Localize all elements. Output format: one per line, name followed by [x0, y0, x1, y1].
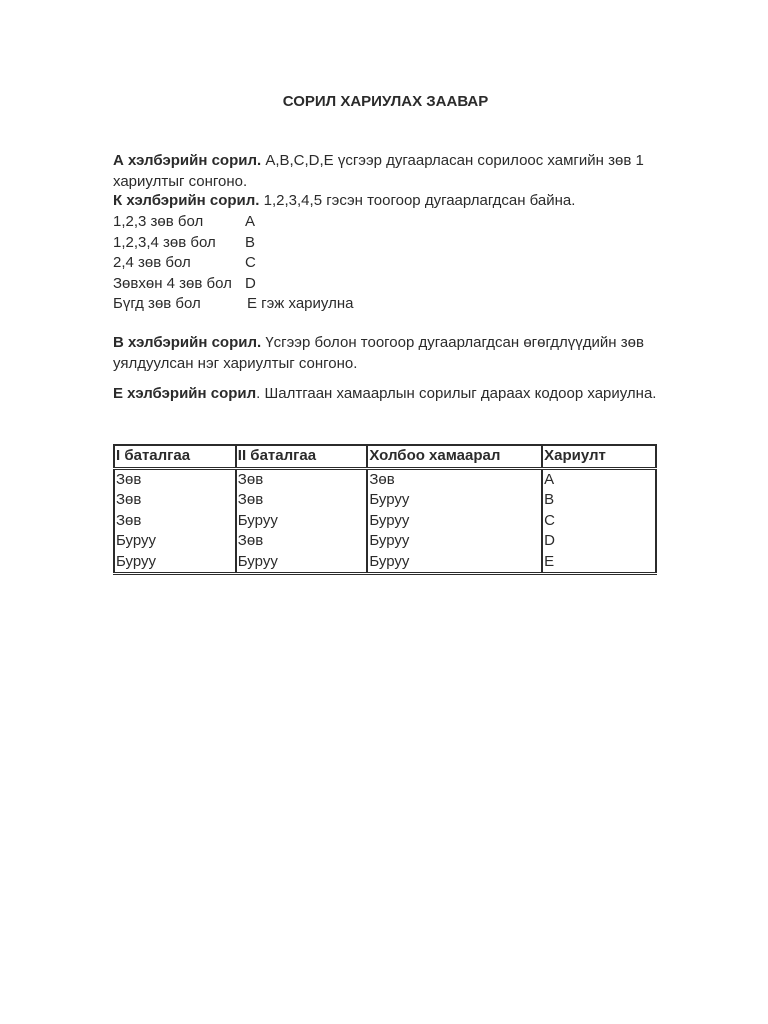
- table-cell: Зөв: [236, 468, 368, 490]
- table-cell: D: [542, 531, 656, 552]
- k-option-condition: 2,4 зөв бол: [113, 254, 191, 271]
- section-b-paragraph: [113, 333, 658, 374]
- table-row: [114, 468, 656, 490]
- k-options-list: [113, 212, 658, 315]
- table-row: [114, 531, 656, 552]
- table-row: [114, 552, 656, 574]
- table-cell: Е: [542, 552, 656, 574]
- section-a-text: А,В,С,D,Е үсгээр дугаарласан сорилоос хамгийн зөв 1 хариултыг сонгоно.: [113, 152, 644, 190]
- section-k-text: 1,2,3,4,5 гэсэн тоогоор дугаарлагдсан байна.: [259, 192, 576, 209]
- k-option-condition: Бүгд зөв бол: [113, 295, 201, 312]
- table-header-cell: Хариулт: [542, 445, 656, 468]
- section-b-label: В хэлбэрийн сорил.: [113, 334, 262, 351]
- table-header-cell: II баталгаа: [236, 445, 368, 468]
- table-cell: Зөв: [236, 490, 368, 511]
- table-cell: А: [542, 468, 656, 490]
- k-option-row: [113, 274, 658, 295]
- k-option-letter: D: [245, 274, 256, 292]
- k-option-row: [113, 233, 658, 254]
- k-option-condition: 1,2,3 зөв бол: [113, 213, 204, 230]
- answer-code-table: [113, 444, 657, 575]
- table-cell: Зөв: [236, 531, 368, 552]
- table-cell: Зөв: [116, 511, 142, 529]
- table-row: [114, 490, 656, 511]
- table-cell: Зөв: [367, 468, 542, 490]
- table-row: [114, 511, 656, 532]
- k-option-letter: А: [245, 213, 256, 230]
- k-option-condition: 1,2,3,4 зөв бол: [113, 233, 216, 251]
- k-option-row: [113, 253, 658, 274]
- section-a-label: А хэлбэрийн сорил.: [113, 152, 262, 169]
- table-cell: Буруу: [114, 552, 236, 574]
- table-cell: Буруу: [236, 552, 368, 574]
- section-k-paragraph: [113, 191, 658, 212]
- section-e-text: . Шалтгаан хамаарлын сорилыг дараах кодоор хариулна.: [256, 385, 657, 402]
- table-cell: Буруу: [367, 552, 542, 574]
- table-header-cell: Холбоо хамаарал: [367, 445, 542, 468]
- table-cell: Буруу: [236, 511, 368, 532]
- table-cell: Буруу: [367, 490, 542, 511]
- section-e-paragraph: [113, 384, 658, 405]
- k-option-row: [113, 294, 658, 315]
- table-cell: Буруу: [367, 531, 542, 552]
- table-cell: Буруу: [116, 532, 157, 550]
- k-option-condition: Зөвхөн 4 зөв бол: [113, 274, 232, 292]
- section-k-label: К хэлбэрийн сорил.: [113, 192, 260, 209]
- table-cell: Буруу: [367, 511, 542, 532]
- k-option-row: [113, 212, 658, 233]
- k-option-letter: С: [245, 254, 256, 271]
- table-cell: Зөв: [116, 470, 142, 488]
- section-b-text: Үсгээр болон тоогоор дугаарлагдсан өгөгдлүүдийн зөв уялдуулсан нэг хариултыг сонгоно.: [113, 334, 644, 372]
- table-header-cell: I баталгаа: [114, 445, 236, 468]
- k-option-letter: Е гэж хариулна: [247, 295, 354, 312]
- table-cell: В: [542, 490, 656, 511]
- page-title: СОРИЛ ХАРИУЛАХ ЗААВАР: [282, 93, 489, 110]
- section-e-label: Е хэлбэрийн сорил: [113, 385, 257, 402]
- k-option-letter: В: [245, 233, 256, 251]
- table-cell: С: [542, 511, 656, 532]
- table-header-row: [114, 445, 656, 468]
- table-cell: Зөв: [116, 491, 142, 509]
- section-a-paragraph: [113, 151, 658, 192]
